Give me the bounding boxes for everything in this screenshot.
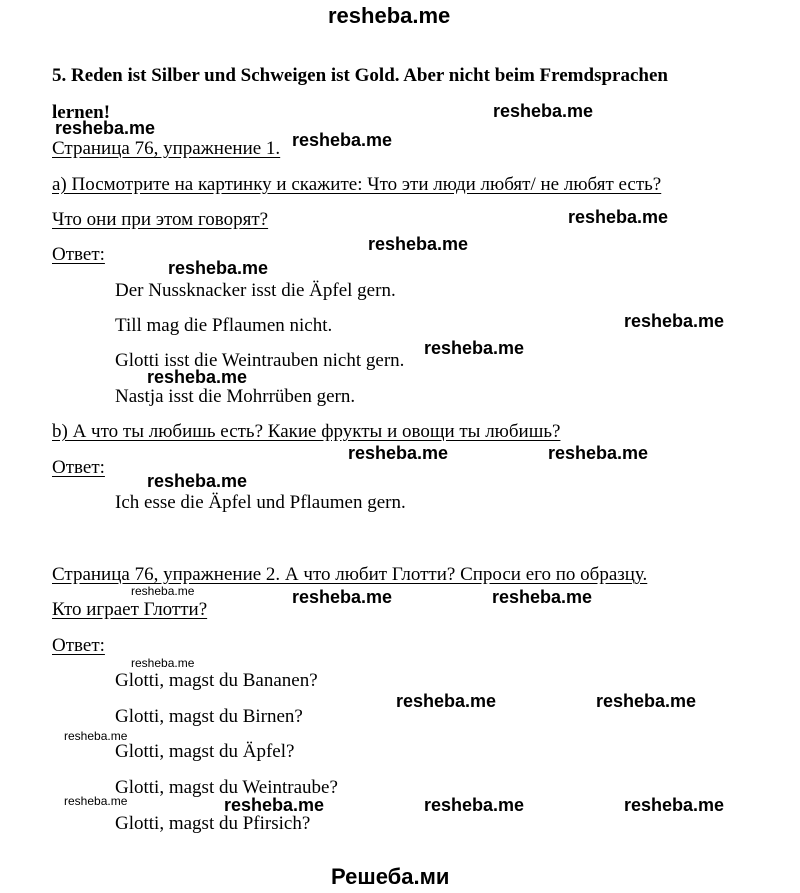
answer-line: Glotti, magst du Pfirsich? (115, 813, 311, 834)
answer-line: Till mag die Pflaumen nicht. (115, 315, 333, 336)
answer-line: Ich esse die Äpfel und Pflaumen gern. (115, 492, 406, 513)
watermark: resheba.me (424, 795, 525, 815)
watermark: resheba.me (568, 207, 669, 227)
exercise2-answer-label: Ответ: (52, 635, 105, 656)
watermark: resheba.me (493, 101, 594, 121)
answer-line: Glotti, magst du Birnen? (115, 706, 303, 727)
section-heading-line1: 5. Reden ist Silber und Schweigen ist Gold. Aber nicht beim Fremdsprachen (52, 65, 668, 86)
watermark: resheba.me (224, 795, 325, 815)
watermark: resheba.me (55, 118, 156, 138)
watermark: resheba.me (64, 794, 128, 808)
watermark: resheba.me (624, 311, 725, 331)
site-footer: Решеба.ми (331, 864, 450, 889)
watermark: resheba.me (396, 691, 497, 711)
section-heading-line2: lernen! (52, 102, 111, 123)
answer-line: Nastja isst die Mohrrüben gern. (115, 386, 356, 407)
watermark: resheba.me (147, 471, 248, 491)
exercise2-title-line2: Кто играет Глотти? (52, 599, 208, 620)
answer-line: Glotti, magst du Äpfel? (115, 741, 295, 762)
watermark: resheba.me (368, 234, 469, 254)
watermark: resheba.me (492, 587, 593, 607)
watermark: resheba.me (168, 258, 269, 278)
exercise1-part-b-question: b) А что ты любишь есть? Какие фрукты и овощи ты любишь? (52, 421, 561, 442)
watermark: resheba.me (292, 587, 393, 607)
exercise1-part-b-answer-label: Ответ: (52, 457, 105, 478)
watermark: resheba.me (131, 584, 195, 598)
watermark: resheba.me (147, 367, 248, 387)
answer-line: Glotti isst die Weintrauben nicht gern. (115, 350, 405, 371)
watermark: resheba.me (548, 443, 649, 463)
exercise1-title: Страница 76, упражнение 1. (52, 138, 281, 159)
watermark: resheba.me (596, 691, 697, 711)
watermark: resheba.me (64, 729, 128, 743)
watermark: resheba.me (348, 443, 449, 463)
answer-line: Glotti, magst du Weintraube? (115, 777, 338, 798)
answer-line: Der Nussknacker isst die Äpfel gern. (115, 280, 396, 301)
watermark: resheba.me (131, 656, 195, 670)
site-header: resheba.me (328, 3, 451, 28)
exercise2-title-line1: Страница 76, упражнение 2. А что любит Глотти? Спроси его по образцу. (52, 564, 648, 585)
answer-line: Glotti, magst du Bananen? (115, 670, 318, 691)
watermark: resheba.me (292, 130, 393, 150)
watermark: resheba.me (424, 338, 525, 358)
watermark: resheba.me (624, 795, 725, 815)
exercise1-part-a-answer-label: Ответ: (52, 244, 105, 265)
exercise1-part-a-question-line1: а) Посмотрите на картинку и скажите: Что эти люди любят/ не любят есть? (52, 174, 662, 195)
exercise1-part-a-question-line2: Что они при этом говорят? (52, 209, 269, 230)
